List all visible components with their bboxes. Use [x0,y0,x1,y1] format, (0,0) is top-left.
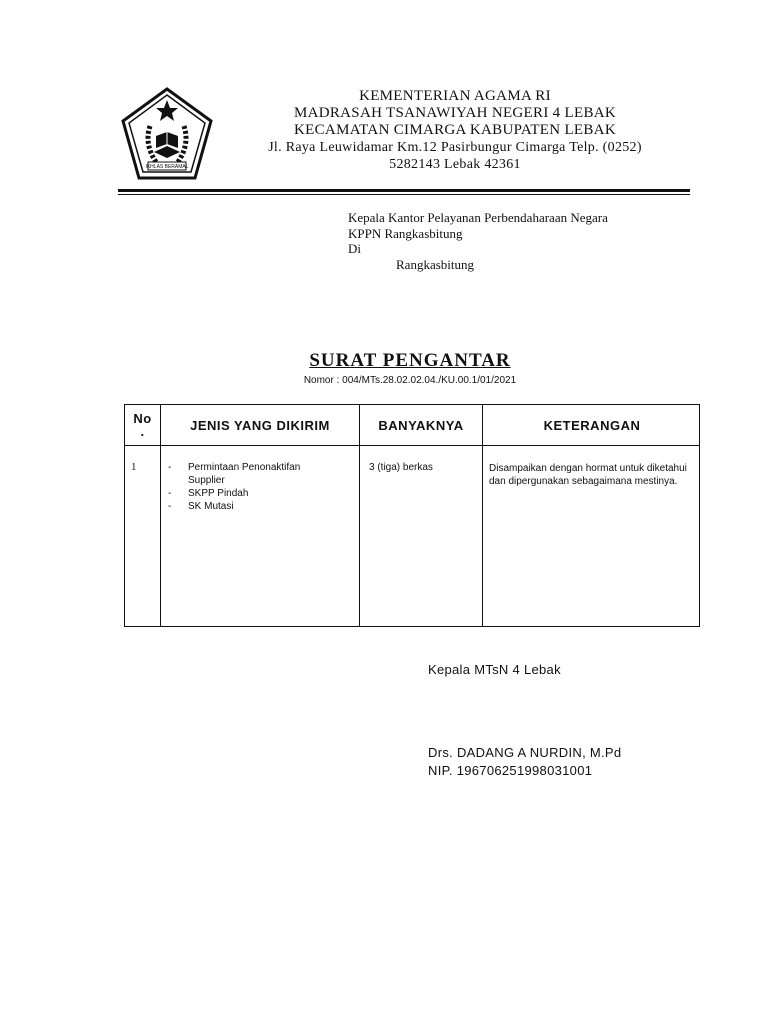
addressee-kppn: KPPN Rangkasbitung [348,226,463,241]
header-no [125,405,160,445]
item-dash: - [168,462,172,473]
row-number: 1 [131,461,137,473]
list-item [168,487,353,500]
header-school: MADRASAH TSANAWIYAH NEGERI 4 LEBAK [293,105,617,121]
signatory-name: Drs. DADANG A NURDIN, M.Pd [428,745,622,760]
signatory-nip: NIP. 196706251998031001 [428,763,593,778]
header-no-label: No [133,411,152,426]
item-text: Permintaan Penonaktifan Supplier [188,462,301,486]
header-keterangan: KETERANGAN [543,417,641,433]
header-address: Jl. Raya Leuwidamar Km.12 Pasirbungur Cimarga Telp. (0252) [268,140,642,155]
logo-motto: IKHLAS BERAMAL [145,164,189,170]
document-number: Nomor : 004/MTs.28.02.02.04./KU.00.1/01/2021 [303,375,517,386]
delivery-table [124,404,700,627]
remarks: Disampaikan dengan hormat untuk diketahui dan dipergunakan sebagaimana mestinya. [489,463,687,487]
header-ministry: KEMENTERIAN AGAMA RI [359,88,551,104]
list-item [168,461,353,487]
kemenag-logo [120,86,214,182]
header-no-dot: . [140,424,145,439]
items-list [168,461,353,513]
addressee-office: Kepala Kantor Pelayanan Perbendaharaan Negara [348,210,608,225]
item-text: SKPP Pindah [188,488,249,499]
addressee-city: Rangkasbitung [396,257,474,272]
header-jenis: JENIS YANG DIKIRIM [190,417,330,433]
header-banyaknya: BANYAKNYA [378,417,464,433]
header-postal: 5282143 Lebak 42361 [389,157,521,172]
header-divider [125,445,699,446]
header-district: KECAMATAN CIMARGA KABUPATEN LEBAK [294,122,616,138]
quantity: 3 (tiga) berkas [369,462,433,473]
list-item [168,500,353,513]
item-dash: - [168,501,172,512]
item-dash: - [168,488,172,499]
signatory-position: Kepala MTsN 4 Lebak [428,662,561,677]
document-title: SURAT PENGANTAR [309,350,511,371]
header-rule-thin [118,194,690,195]
header-rule-thick [118,189,690,192]
item-text: SK Mutasi [188,501,234,512]
addressee-di: Di [348,241,361,256]
